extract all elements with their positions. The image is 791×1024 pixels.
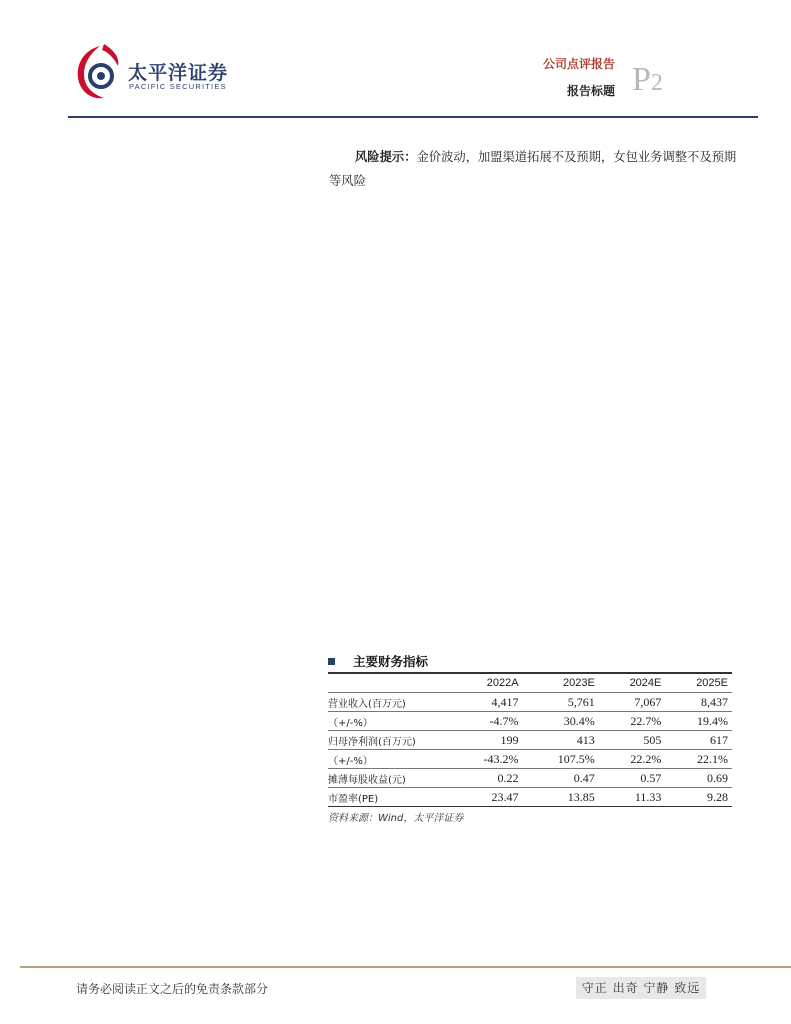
table-cell: 13.85: [523, 788, 599, 807]
table-row: [328, 712, 732, 731]
disclaimer-note: 请务必阅读正文之后的免责条款部分: [76, 982, 269, 996]
table-row: [328, 731, 732, 750]
table-cell: -43.2%: [450, 750, 523, 769]
table-cell: 7,067: [599, 693, 666, 712]
financial-title: [328, 654, 732, 670]
bullet-square-icon: [328, 658, 335, 665]
table-cell: 8,437: [665, 693, 732, 712]
table-row: [328, 769, 732, 788]
row-label: 市盈率(PE): [328, 788, 450, 807]
risk-text: 金价波动，加盟渠道拓展不及预期，女包业务调整不及预期等风险: [329, 150, 737, 188]
brand-name-en: PACIFIC SECURITIES: [129, 82, 227, 91]
column-header: 2025E: [665, 674, 732, 693]
column-header: 2023E: [523, 674, 599, 693]
row-label: 归母净利润(百万元): [328, 731, 450, 750]
table-cell: 505: [599, 731, 666, 750]
brand-logo: [74, 40, 234, 104]
table-row: [328, 788, 732, 807]
table-source: 资料来源：Wind，太平洋证券: [328, 813, 464, 824]
table-cell: 19.4%: [665, 712, 732, 731]
report-category: 公司点评报告: [542, 57, 615, 71]
risk-label: 风险提示：: [355, 150, 417, 164]
table-cell: 22.2%: [599, 750, 666, 769]
table-cell: 30.4%: [523, 712, 599, 731]
table-cell: 413: [523, 731, 599, 750]
header-divider: [68, 116, 758, 118]
table-cell: 0.47: [523, 769, 599, 788]
table-cell: 9.28: [665, 788, 732, 807]
table-header-row: [328, 674, 732, 693]
footer-divider: [20, 966, 791, 968]
column-header: 2022A: [450, 674, 523, 693]
table-cell: 5,761: [523, 693, 599, 712]
table-cell: 0.22: [450, 769, 523, 788]
table-cell: 199: [450, 731, 523, 750]
table-cell: -4.7%: [450, 712, 523, 731]
row-label: （+/-%）: [328, 712, 450, 731]
risk-warning: [329, 145, 739, 193]
pacific-logo-icon: [74, 40, 126, 104]
table-cell: 107.5%: [523, 750, 599, 769]
table-cell: 0.57: [599, 769, 666, 788]
financial-indicators: [328, 654, 732, 824]
company-motto: 守正 出奇 宁静 致远: [576, 977, 706, 999]
row-label: [328, 674, 450, 693]
table-cell: 0.69: [665, 769, 732, 788]
report-title: 报告标题: [566, 84, 615, 98]
column-header: 2024E: [599, 674, 666, 693]
financial-table: [328, 674, 732, 807]
table-cell: 22.1%: [665, 750, 732, 769]
table-cell: 23.47: [450, 788, 523, 807]
page-letter: P: [632, 61, 651, 98]
table-row: [328, 693, 732, 712]
table-row: [328, 750, 732, 769]
table-cell: 4,417: [450, 693, 523, 712]
financial-title-text: 主要财务指标: [353, 654, 429, 669]
table-cell: 617: [665, 731, 732, 750]
table-cell: 22.7%: [599, 712, 666, 731]
page-marker: [632, 60, 663, 103]
row-label: （+/-%）: [328, 750, 450, 769]
brand-name-cn: 太平洋证券: [128, 62, 229, 84]
page-number: 2: [650, 70, 663, 96]
table-cell: 11.33: [599, 788, 666, 807]
row-label: 营业收入(百万元): [328, 693, 450, 712]
row-label: 摊薄每股收益(元): [328, 769, 450, 788]
